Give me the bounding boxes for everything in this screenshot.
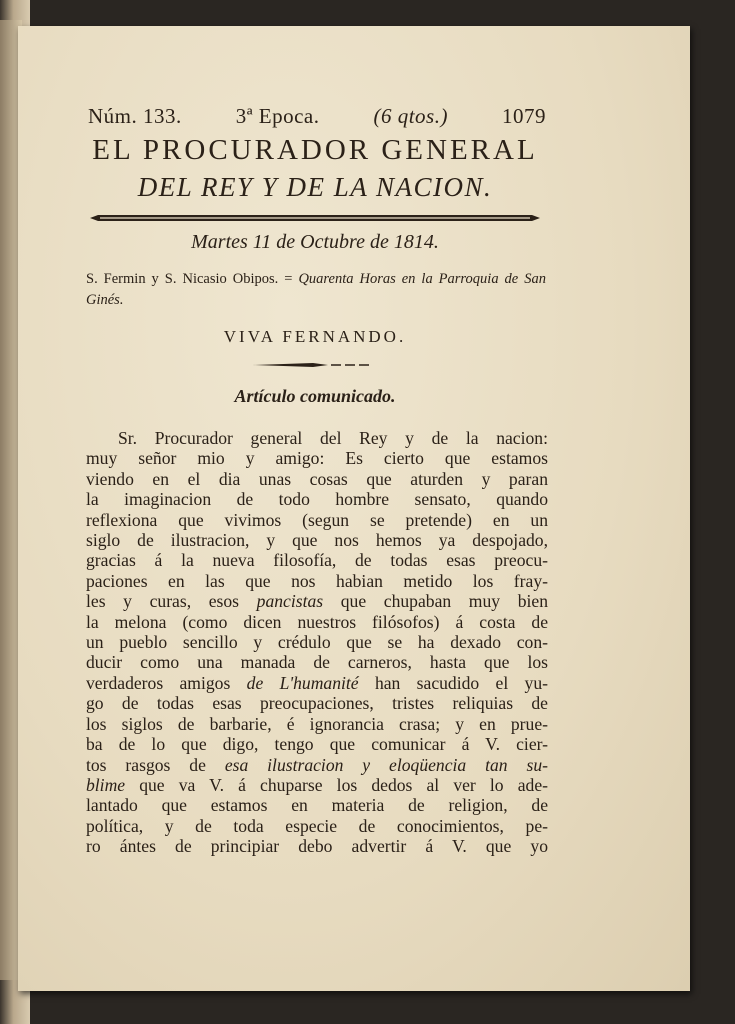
body-text: viendo en el dia unas cosas que aturden y paran xyxy=(86,468,548,489)
saints-text: S. Fermin y S. Nicasio Obipos. = xyxy=(86,271,299,287)
body-text: les y curas, esos xyxy=(86,591,257,612)
body-text: ro ántes de principiar debo advertir á V. que yo xyxy=(86,836,548,857)
body-line xyxy=(86,816,548,836)
body-text: política, y de toda especie de conocimientos, pe- xyxy=(86,815,548,836)
body-text: ba de lo que digo, tengo que comunicar á V. cier- xyxy=(86,734,548,755)
body-line xyxy=(86,673,548,693)
body-line xyxy=(86,591,548,611)
body-text: siglo de ilustracion, y que nos hemos ya despojado, xyxy=(86,530,548,551)
masthead-rule xyxy=(90,214,540,222)
body-text: la imaginacion de todo hombre sensato, quando xyxy=(86,489,548,510)
body-line xyxy=(86,469,548,489)
body-line xyxy=(86,510,548,530)
italic-text: de L'humanité xyxy=(246,672,359,693)
body-text: reflexiona que vivimos (segun se pretende) en un xyxy=(86,509,548,530)
body-text: tos rasgos de xyxy=(86,754,225,775)
body-line xyxy=(86,550,548,570)
body-line xyxy=(86,795,548,815)
body-line xyxy=(86,755,548,775)
page-header xyxy=(88,104,546,129)
body-text: un pueblo sencillo y crédulo que se ha dexado con- xyxy=(86,632,548,653)
body-text: que chupaban muy bien xyxy=(323,591,548,612)
body-line xyxy=(86,612,548,632)
body-line xyxy=(86,448,548,468)
body-line xyxy=(86,428,548,448)
body-line xyxy=(86,632,548,652)
viva-fernando-heading: VIVA FERNANDO. xyxy=(223,327,407,346)
body-line xyxy=(86,693,548,713)
article-title: Artículo comunicado. xyxy=(234,386,396,406)
body-text: los siglos de barbarie, é ignorancia crasa; y en prue- xyxy=(86,713,548,734)
body-line xyxy=(86,530,548,550)
page-number: 1079 xyxy=(501,104,546,128)
italic-text: blime xyxy=(86,774,126,795)
body-line xyxy=(86,652,548,672)
body-text: gracias á la nueva filosofía, de todas esas preocu- xyxy=(86,550,548,571)
body-text: la melona (como dicen nuestros filósofos) á costa de xyxy=(86,611,548,632)
epoch-label: 3ª Epoca. xyxy=(235,104,320,128)
body-line xyxy=(86,734,548,754)
newspaper-page xyxy=(18,26,690,991)
issue-number: Núm. 133. xyxy=(88,104,182,128)
body-line xyxy=(86,489,548,509)
body-text: Sr. Procurador general del Rey y de la nacion: xyxy=(118,428,548,448)
masthead-title: EL PROCURADOR GENERAL xyxy=(92,134,538,166)
body-line xyxy=(86,714,548,734)
body-text: verdaderos amigos xyxy=(86,672,247,693)
issue-date: Martes 11 de Octubre de 1814. xyxy=(191,231,439,253)
body-line xyxy=(86,836,548,856)
quarters-label: (6 qtos.) xyxy=(373,104,448,128)
body-text: lantado que estamos en materia de religion, de xyxy=(86,795,548,816)
body-line xyxy=(86,775,548,795)
body-text: que va V. á chuparse los dedos al ver lo ade- xyxy=(125,774,548,795)
masthead-subtitle: DEL REY Y DE LA NACION. xyxy=(137,172,493,202)
article-body xyxy=(86,428,548,857)
body-line xyxy=(86,571,548,591)
saints-of-the-day xyxy=(86,269,546,311)
body-text: muy señor mio y amigo: Es cierto que estamos xyxy=(86,448,548,469)
forty-hours-notice: Quarenta Horas en la Parroquia de San Ginés. xyxy=(86,271,546,308)
italic-text: esa ilustracion y eloqüencia tan su- xyxy=(224,754,548,775)
ornament-divider xyxy=(253,360,383,370)
italic-text: pancistas xyxy=(256,591,324,612)
body-text: ducir como una manada de carneros, hasta que los xyxy=(86,652,548,673)
body-text: han sacudido el yu- xyxy=(358,672,548,693)
body-text: paciones en las que nos habian metido los fray- xyxy=(86,570,548,591)
body-text: go de todas esas preocupaciones, tristes reliquias de xyxy=(86,693,548,714)
